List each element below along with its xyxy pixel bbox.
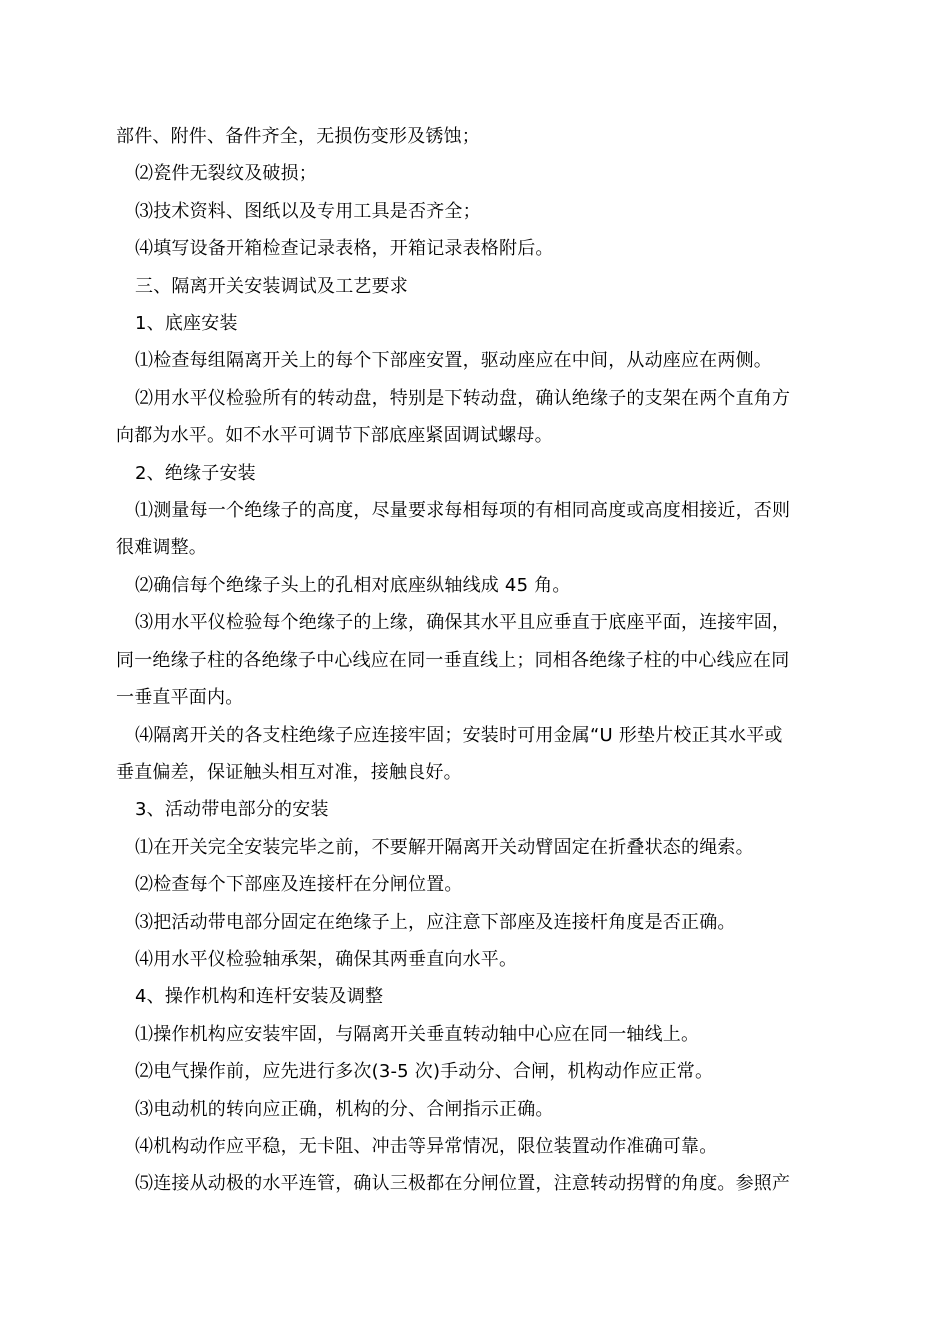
paragraph-live-3: [116, 904, 842, 941]
paragraph-unpacking-record: [116, 230, 842, 267]
text-line: ⑵检查每个下部座及连接杆在分闸位置。: [135, 874, 463, 896]
paragraph-base-1: [116, 342, 842, 379]
text-line: ⑸连接从动极的水平连管，确认三极都在分闸位置，注意转动拐臂的角度。参照产: [135, 1173, 791, 1195]
section-heading-3: [116, 268, 842, 305]
subsection-heading-base: [116, 305, 842, 342]
paragraph-mechanism-5: [116, 1165, 842, 1202]
paragraph-live-4: [116, 941, 842, 978]
paragraph-insulator-4: [116, 717, 842, 792]
text-line: ⑴测量每一个绝缘子的高度，尽量要求每相每项的有相同高度或高度相接近，否则: [135, 500, 791, 522]
text-line: ⑵电气操作前，应先进行多次(3-5 次)手动分、合闸，机构动作应正常。: [135, 1061, 714, 1083]
text-line: ⑶电动机的转向应正确，机构的分、合闸指示正确。: [135, 1098, 554, 1120]
text-line: ⑷用水平仪检验轴承架，确保其两垂直向水平。: [135, 948, 518, 970]
text-line: 4、操作机构和连杆安装及调整: [135, 986, 384, 1008]
paragraph-tech-docs: [116, 193, 842, 230]
text-line: ⑶技术资料、图纸以及专用工具是否齐全；: [135, 200, 481, 222]
text-line-continuation: 同一绝缘子柱的各绝缘子中心线应在同一垂直线上；同相各绝缘子柱的中心线应在同: [116, 649, 790, 671]
text-line-continuation: 向都为水平。如不水平可调节下部底座紧固调试螺母。: [116, 425, 553, 447]
text-line: ⑴在开关完全安装完毕之前，不要解开隔离开关动臂固定在折叠状态的绳索。: [135, 836, 754, 858]
text-line: ⑵确信每个绝缘子头上的孔相对底座纵轴线成 45 角。: [135, 574, 571, 596]
text-line: ⑷隔离开关的各支柱绝缘子应连接牢固；安装时可用金属“U 形垫片校正其水平或: [135, 724, 783, 746]
text-line: ⑴检查每组隔离开关上的每个下部座安置，驱动座应在中间，从动座应在两侧。: [135, 350, 772, 372]
text-line: ⑷机构动作应平稳，无卡阻、冲击等异常情况，限位装置动作准确可靠。: [135, 1135, 718, 1157]
subsection-heading-live-parts: [116, 791, 842, 828]
text-line: 三、隔离开关安装调试及工艺要求: [135, 275, 408, 297]
text-line-continuation: 一垂直平面内。: [116, 687, 244, 709]
paragraph-insulator-3: [116, 604, 842, 716]
paragraph-insulator-1: [116, 492, 842, 567]
subsection-heading-mechanism: [116, 978, 842, 1015]
text-line: ⑴操作机构应安装牢固，与隔离开关垂直转动轴中心应在同一轴线上。: [135, 1023, 700, 1045]
paragraph-mechanism-2: [116, 1053, 842, 1090]
text-line: 3、活动带电部分的安装: [135, 799, 329, 821]
paragraph-porcelain-check: [116, 155, 842, 192]
paragraph-mechanism-3: [116, 1091, 842, 1128]
text-line: 部件、附件、备件齐全，无损伤变形及锈蚀；: [116, 126, 480, 147]
text-line: ⑵用水平仪检验所有的转动盘，特别是下转动盘，确认绝缘子的支架在两个直角方: [135, 387, 791, 409]
text-line: 1、底座安装: [135, 313, 238, 335]
text-line: ⑶把活动带电部分固定在绝缘子上，应注意下部座及连接杆角度是否正确。: [135, 911, 736, 933]
document-body: [116, 118, 842, 1203]
text-line: ⑵瓷件无裂纹及破损；: [135, 163, 317, 185]
paragraph-parts-complete: [116, 118, 842, 155]
paragraph-insulator-2: [116, 567, 842, 604]
text-line-continuation: 很难调整。: [116, 537, 207, 559]
paragraph-live-2: [116, 866, 842, 903]
paragraph-mechanism-4: [116, 1128, 842, 1165]
paragraph-base-2: [116, 380, 842, 455]
text-line: ⑷填写设备开箱检查记录表格，开箱记录表格附后。: [135, 238, 554, 260]
text-line: ⑶用水平仪检验每个绝缘子的上缘，确保其水平且应垂直于底座平面，连接牢固，: [135, 612, 791, 634]
text-line: 2、绝缘子安装: [135, 462, 256, 484]
paragraph-mechanism-1: [116, 1016, 842, 1053]
paragraph-live-1: [116, 829, 842, 866]
subsection-heading-insulator: [116, 455, 842, 492]
text-line-continuation: 垂直偏差，保证触头相互对准，接触良好。: [116, 761, 462, 783]
